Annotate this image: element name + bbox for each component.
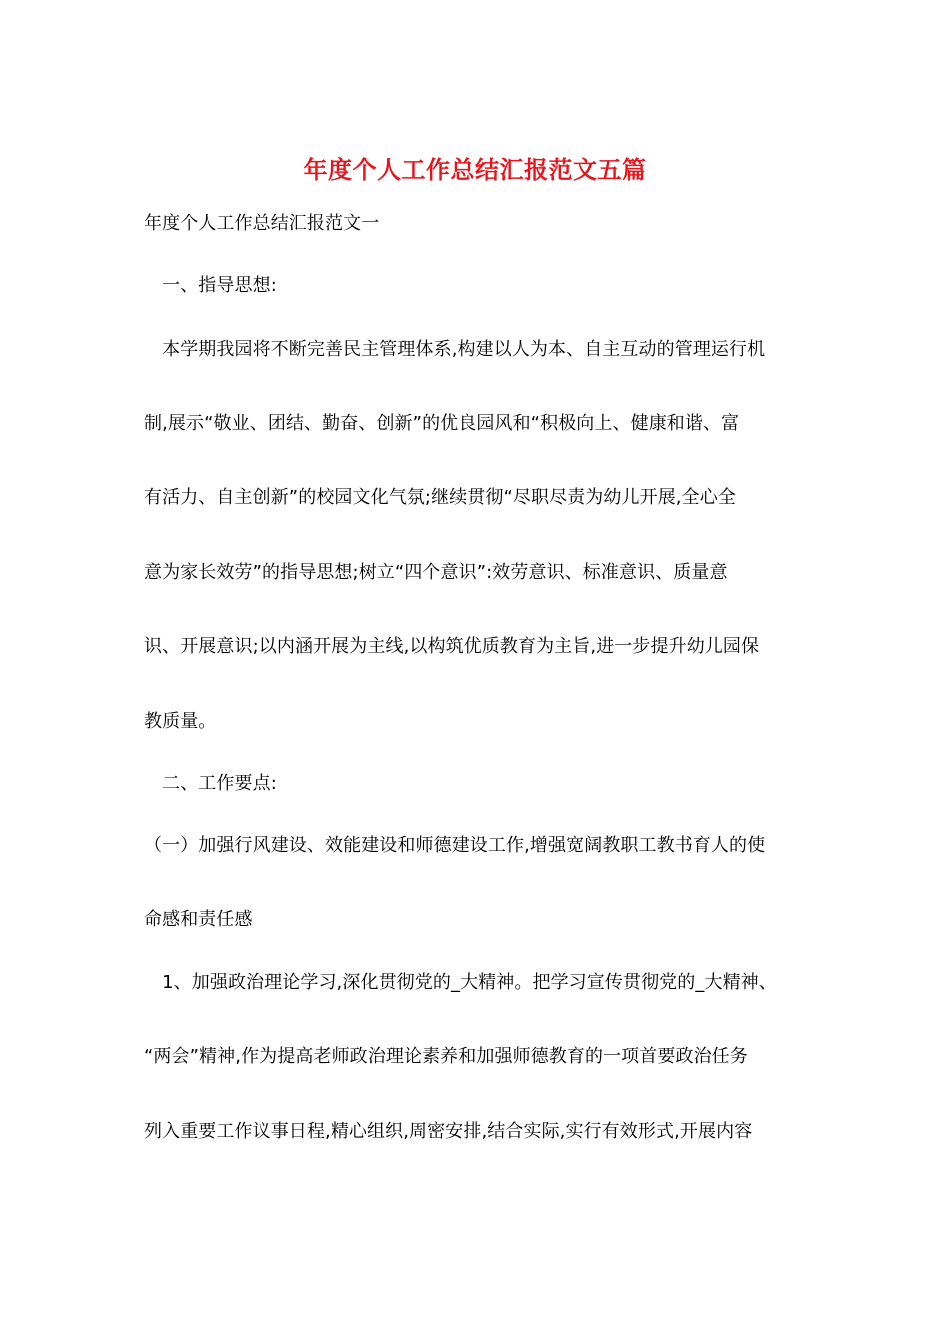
paragraph-line: 一、指导思想:	[144, 275, 277, 296]
document-title: 年度个人工作总结汇报范文五篇	[303, 155, 647, 184]
paragraph-line: 本学期我园将不断完善民主管理体系,构建以人为本、自主互动的管理运行机	[144, 339, 766, 360]
paragraph-line: 二、工作要点:	[144, 773, 277, 794]
section-heading: 年度个人工作总结汇报范文一	[144, 213, 380, 234]
paragraph-line: 命感和责任感	[144, 909, 253, 930]
paragraph-line: 制,展示“敬业、团结、勤奋、创新”的优良园风和“积极向上、健康和谐、富	[144, 413, 740, 434]
paragraph-line: 列入重要工作议事日程,精心组织,周密安排,结合实际,实行有效形式,开展内容	[144, 1121, 753, 1142]
paragraph-line: 教质量。	[144, 711, 217, 732]
paragraph-line: “两会”精神,作为提高老师政治理论素养和加强师德教育的一项首要政治任务	[144, 1046, 748, 1067]
paragraph-line: （一）加强行风建设、效能建设和师德建设工作,增强宽阔教职工教书育人的使	[144, 835, 766, 856]
paragraph-line: 意为家长效劳”的指导思想;树立“四个意识”:效劳意识、标准意识、质量意	[144, 562, 728, 583]
paragraph-line: 识、开展意识;以内涵开展为主线,以构筑优质教育为主旨,进一步提升幼儿园保	[144, 636, 760, 657]
paragraph-line: 有活力、自主创新”的校园文化气氛;继续贯彻“尽职尽责为幼儿开展,全心全	[144, 487, 736, 508]
paragraph-line: 1、加强政治理论学习,深化贯彻党的_大精神。把学习宣传贯彻党的_大精神、	[144, 972, 777, 993]
